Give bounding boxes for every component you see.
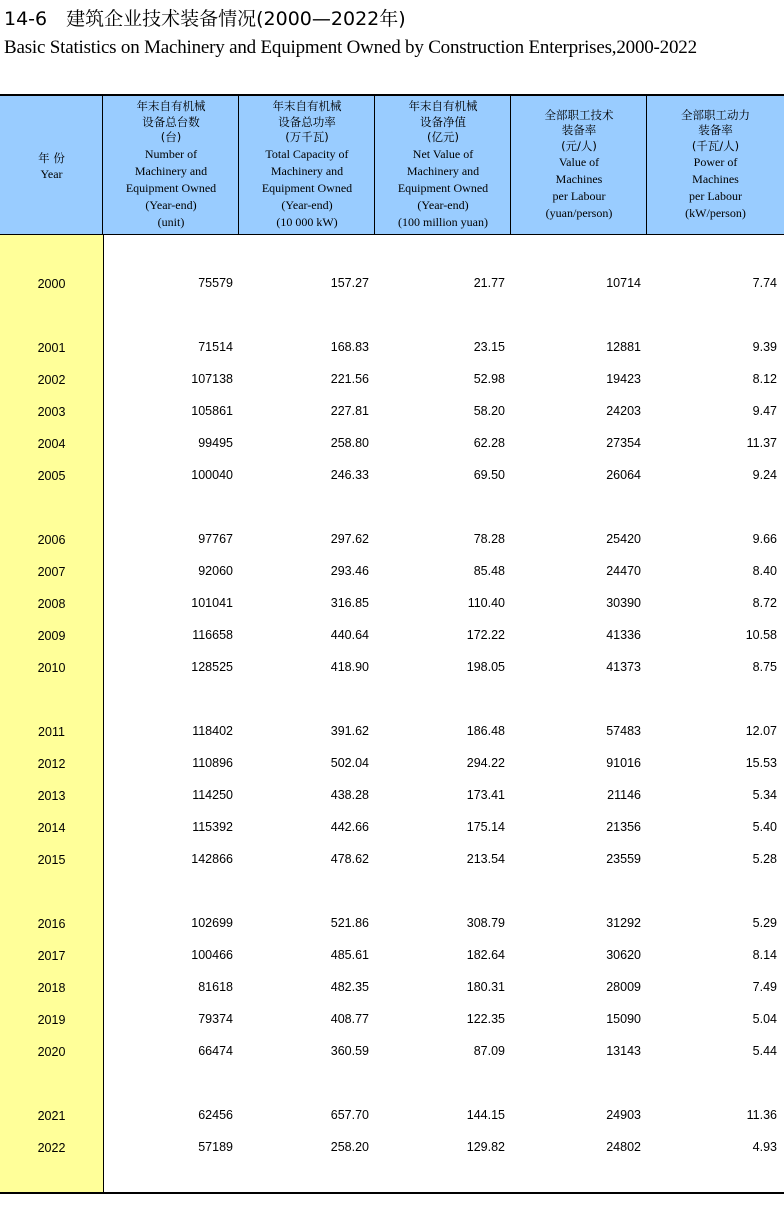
- header-cn-line: (万千瓦): [285, 130, 329, 145]
- machinery-count-cell: 100040: [191, 468, 233, 482]
- power-per-labour-cell: 7.74: [752, 276, 777, 290]
- header-en-line: per Labour: [552, 189, 606, 204]
- value-per-labour-cell: 12881: [606, 340, 641, 354]
- power-per-labour-cell: 8.12: [752, 372, 777, 386]
- power-per-labour-cell: 5.28: [752, 852, 777, 866]
- power-per-labour-cell: 12.07: [745, 724, 777, 738]
- net-value-cell: 69.50: [473, 468, 505, 482]
- year-cell: 2006: [37, 533, 66, 547]
- machinery-count-cell: 100466: [191, 948, 233, 962]
- net-value-cell: 78.28: [473, 532, 505, 546]
- header-machinery-count: [103, 96, 239, 234]
- machinery-count-cell: 102699: [191, 916, 233, 930]
- total-capacity-cell: 316.85: [330, 596, 369, 610]
- value-per-labour-cell: 24203: [606, 404, 641, 418]
- header-divider: [374, 96, 375, 234]
- value-per-labour-cell: 10714: [606, 276, 641, 290]
- header-en-line: (unit): [157, 214, 185, 229]
- total-capacity-cell: 246.33: [330, 468, 369, 482]
- power-per-labour-cell: 8.72: [752, 596, 777, 610]
- net-value-cell: 85.48: [473, 564, 505, 578]
- header-cn-line: (亿元): [427, 130, 459, 145]
- bottom-rule: [0, 1192, 784, 1194]
- table-row: [0, 849, 784, 869]
- header-en-line: (Year-end): [281, 197, 333, 212]
- header-en-line: (10 000 kW): [276, 214, 338, 229]
- machinery-count-cell: 115392: [192, 820, 233, 834]
- header-cn-line: 年末自有机械: [408, 99, 478, 114]
- total-capacity-cell: 657.70: [330, 1108, 369, 1122]
- power-per-labour-cell: 7.49: [752, 980, 777, 994]
- header-en-line: Equipment Owned: [397, 180, 489, 195]
- machinery-count-cell: 105861: [191, 404, 233, 418]
- header-total-capacity: [239, 96, 375, 234]
- year-cell: 2010: [37, 661, 66, 675]
- table-row: [0, 657, 784, 677]
- net-value-cell: 308.79: [466, 916, 505, 930]
- header-en-line: Machinery and: [406, 163, 480, 178]
- value-per-labour-cell: 15090: [606, 1012, 641, 1026]
- table-row: [0, 273, 784, 293]
- value-per-labour-cell: 28009: [606, 980, 641, 994]
- value-per-labour-cell: 24903: [606, 1108, 641, 1122]
- total-capacity-cell: 297.62: [330, 532, 369, 546]
- value-per-labour-cell: 30620: [606, 948, 641, 962]
- total-capacity-cell: 482.35: [330, 980, 369, 994]
- machinery-count-cell: 81618: [198, 980, 233, 994]
- machinery-count-cell: 79374: [198, 1012, 233, 1026]
- header-cn-line: 设备净值: [420, 114, 466, 129]
- total-capacity-cell: 221.56: [330, 372, 369, 386]
- year-cell: 2000: [37, 277, 66, 291]
- year-cell: 2003: [37, 405, 66, 419]
- table-row: [0, 753, 784, 773]
- power-per-labour-cell: 15.53: [745, 756, 777, 770]
- net-value-cell: 62.28: [473, 436, 505, 450]
- header-cn-line: 全部职工技术: [544, 107, 614, 122]
- header-cn-line: 设备总台数: [142, 114, 200, 129]
- total-capacity-cell: 442.66: [330, 820, 369, 834]
- value-per-labour-cell: 25420: [606, 532, 641, 546]
- year-cell: 2011: [38, 725, 65, 739]
- machinery-count-cell: 62456: [198, 1108, 233, 1122]
- header-cn-line: (千瓦/人): [691, 138, 740, 153]
- header-en-line: Power of: [693, 155, 738, 170]
- table-row: [0, 593, 784, 613]
- total-capacity-cell: 438.28: [330, 788, 369, 802]
- value-per-labour-cell: 13143: [606, 1044, 641, 1058]
- total-capacity-cell: 168.83: [330, 340, 369, 354]
- total-capacity-cell: 440.64: [330, 628, 369, 642]
- power-per-labour-cell: 5.40: [752, 820, 777, 834]
- machinery-count-cell: 75579: [198, 276, 233, 290]
- power-per-labour-cell: 9.39: [752, 340, 777, 354]
- table-row: [0, 401, 784, 421]
- table-row: [0, 529, 784, 549]
- table-row: [0, 817, 784, 837]
- total-capacity-cell: 293.46: [330, 564, 369, 578]
- total-capacity-cell: 360.59: [330, 1044, 369, 1058]
- total-capacity-cell: 478.62: [330, 852, 369, 866]
- table-row: [0, 433, 784, 453]
- header-cn-line: (台): [160, 130, 182, 145]
- table-row: [0, 721, 784, 741]
- header-en-line: Machines: [692, 172, 739, 187]
- table-row: [0, 945, 784, 965]
- header-cn-line: 装备率: [698, 123, 733, 138]
- value-per-labour-cell: 91016: [606, 756, 641, 770]
- header-en-line: (Year-end): [145, 197, 197, 212]
- year-cell: 2005: [37, 469, 66, 483]
- power-per-labour-cell: 9.24: [752, 468, 777, 482]
- header-year: [0, 96, 103, 234]
- machinery-count-cell: 116658: [192, 628, 233, 642]
- header-en-line: Number of: [144, 146, 198, 161]
- year-cell: 2004: [37, 437, 66, 451]
- header-en-line: per Labour: [689, 189, 742, 204]
- value-per-labour-cell: 24470: [606, 564, 641, 578]
- header-en-line: (yuan/person): [545, 206, 613, 221]
- table-title-chinese: 14-6 建筑企业技术装备情况(2000—2022年): [4, 8, 406, 30]
- table-row: [0, 1105, 784, 1125]
- total-capacity-cell: 227.81: [330, 404, 369, 418]
- header-power-per-labour: [647, 96, 784, 234]
- power-per-labour-cell: 11.37: [746, 436, 777, 450]
- header-en-line: Equipment Owned: [125, 180, 217, 195]
- header-en-line: Machinery and: [134, 163, 208, 178]
- net-value-cell: 52.98: [473, 372, 505, 386]
- value-per-labour-cell: 30390: [606, 596, 641, 610]
- machinery-count-cell: 110896: [192, 756, 233, 770]
- year-cell: 2002: [37, 373, 66, 387]
- power-per-labour-cell: 10.58: [745, 628, 777, 642]
- header-en-line: (100 million yuan): [398, 214, 488, 229]
- machinery-count-cell: 128525: [191, 660, 233, 674]
- machinery-count-cell: 57189: [198, 1140, 233, 1154]
- header-cn-line: 设备总功率: [278, 114, 336, 129]
- net-value-cell: 110.40: [467, 596, 505, 610]
- year-cell: 2009: [37, 629, 66, 643]
- year-cell: 2022: [37, 1141, 66, 1155]
- header-divider: [510, 96, 511, 234]
- net-value-cell: 294.22: [466, 756, 505, 770]
- net-value-cell: 182.64: [466, 948, 505, 962]
- total-capacity-cell: 258.20: [330, 1140, 369, 1154]
- year-cell: 2008: [37, 597, 66, 611]
- header-en-line: Value of: [558, 155, 600, 170]
- header-en-line: (kW/person): [685, 206, 746, 221]
- net-value-cell: 175.14: [466, 820, 505, 834]
- header-divider: [646, 96, 647, 234]
- total-capacity-cell: 408.77: [330, 1012, 369, 1026]
- header-value-per-labour: [511, 96, 647, 234]
- year-cell: 2020: [37, 1045, 66, 1059]
- header-divider: [102, 96, 103, 234]
- header-divider: [238, 96, 239, 234]
- net-value-cell: 186.48: [466, 724, 505, 738]
- net-value-cell: 23.15: [473, 340, 505, 354]
- power-per-labour-cell: 5.29: [752, 916, 777, 930]
- year-cell: 2001: [37, 341, 66, 355]
- net-value-cell: 87.09: [473, 1044, 505, 1058]
- net-value-cell: 58.20: [473, 404, 505, 418]
- power-per-labour-cell: 8.75: [752, 660, 777, 674]
- header-cn-line: 年末自有机械: [136, 99, 206, 114]
- net-value-cell: 21.77: [473, 276, 505, 290]
- year-cell: 2013: [37, 789, 66, 803]
- table-row: [0, 1137, 784, 1157]
- year-cell: 2019: [37, 1013, 66, 1027]
- header-cn-line: 年 份: [38, 150, 65, 165]
- machinery-count-cell: 107138: [191, 372, 233, 386]
- machinery-count-cell: 101041: [191, 596, 233, 610]
- year-cell: 2018: [37, 981, 66, 995]
- table-row: [0, 1041, 784, 1061]
- power-per-labour-cell: 9.47: [752, 404, 777, 418]
- value-per-labour-cell: 27354: [606, 436, 641, 450]
- machinery-count-cell: 71514: [198, 340, 233, 354]
- header-en-line: Net Value of: [412, 146, 474, 161]
- power-per-labour-cell: 11.36: [746, 1108, 777, 1122]
- power-per-labour-cell: 4.93: [752, 1140, 777, 1154]
- table-title-english: Basic Statistics on Machinery and Equipment Owned by Construction Enterprises,2000-2022: [4, 37, 697, 58]
- value-per-labour-cell: 24802: [606, 1140, 641, 1154]
- total-capacity-cell: 521.86: [330, 916, 369, 930]
- total-capacity-cell: 418.90: [330, 660, 369, 674]
- power-per-labour-cell: 8.14: [752, 948, 777, 962]
- total-capacity-cell: 258.80: [330, 436, 369, 450]
- value-per-labour-cell: 41373: [606, 660, 641, 674]
- table-row: [0, 1009, 784, 1029]
- year-cell: 2014: [37, 821, 66, 835]
- machinery-count-cell: 118402: [192, 724, 233, 738]
- header-cn-line: 全部职工动力: [681, 107, 750, 122]
- machinery-count-cell: 142866: [191, 852, 233, 866]
- power-per-labour-cell: 5.34: [752, 788, 777, 802]
- net-value-cell: 198.05: [466, 660, 505, 674]
- machinery-count-cell: 92060: [198, 564, 233, 578]
- table-row: [0, 913, 784, 933]
- machinery-count-cell: 97767: [198, 532, 233, 546]
- year-cell: 2017: [37, 949, 66, 963]
- value-per-labour-cell: 26064: [606, 468, 641, 482]
- net-value-cell: 122.35: [466, 1012, 505, 1026]
- value-per-labour-cell: 21356: [606, 820, 641, 834]
- power-per-labour-cell: 5.44: [752, 1044, 777, 1058]
- table-row: [0, 465, 784, 485]
- header-en-line: Machinery and: [270, 163, 344, 178]
- year-cell: 2012: [37, 757, 66, 771]
- header-cn-line: 装备率: [561, 123, 597, 138]
- total-capacity-cell: 391.62: [330, 724, 369, 738]
- net-value-cell: 144.15: [466, 1108, 505, 1122]
- header-cn-line: (元/人): [561, 138, 597, 153]
- table-row: [0, 625, 784, 645]
- total-capacity-cell: 157.27: [330, 276, 369, 290]
- header-en-line: Machines: [555, 172, 603, 187]
- year-cell: 2021: [37, 1109, 66, 1123]
- net-value-cell: 129.82: [466, 1140, 505, 1154]
- total-capacity-cell: 485.61: [330, 948, 369, 962]
- total-capacity-cell: 502.04: [330, 756, 369, 770]
- machinery-count-cell: 99495: [198, 436, 233, 450]
- value-per-labour-cell: 57483: [606, 724, 641, 738]
- header-en-line: Equipment Owned: [261, 180, 353, 195]
- value-per-labour-cell: 19423: [606, 372, 641, 386]
- table-row: [0, 785, 784, 805]
- header-en-line: Total Capacity of: [265, 146, 349, 161]
- table-row: [0, 369, 784, 389]
- header-en-line: Year: [40, 167, 63, 182]
- net-value-cell: 172.22: [466, 628, 505, 642]
- machinery-count-cell: 114250: [192, 788, 233, 802]
- power-per-labour-cell: 9.66: [752, 532, 777, 546]
- value-per-labour-cell: 23559: [606, 852, 641, 866]
- value-per-labour-cell: 21146: [607, 788, 641, 802]
- value-per-labour-cell: 41336: [606, 628, 641, 642]
- power-per-labour-cell: 8.40: [752, 564, 777, 578]
- net-value-cell: 180.31: [466, 980, 505, 994]
- net-value-cell: 213.54: [466, 852, 505, 866]
- table-row: [0, 561, 784, 581]
- power-per-labour-cell: 5.04: [752, 1012, 777, 1026]
- year-cell: 2015: [37, 853, 66, 867]
- year-cell: 2007: [37, 565, 66, 579]
- header-en-line: (Year-end): [417, 197, 469, 212]
- table-row: [0, 337, 784, 357]
- year-cell: 2016: [37, 917, 66, 931]
- header-cn-line: 年末自有机械: [272, 99, 342, 114]
- value-per-labour-cell: 31292: [606, 916, 641, 930]
- table-row: [0, 977, 784, 997]
- net-value-cell: 173.41: [466, 788, 505, 802]
- machinery-count-cell: 66474: [198, 1044, 233, 1058]
- header-net-value: [375, 96, 511, 234]
